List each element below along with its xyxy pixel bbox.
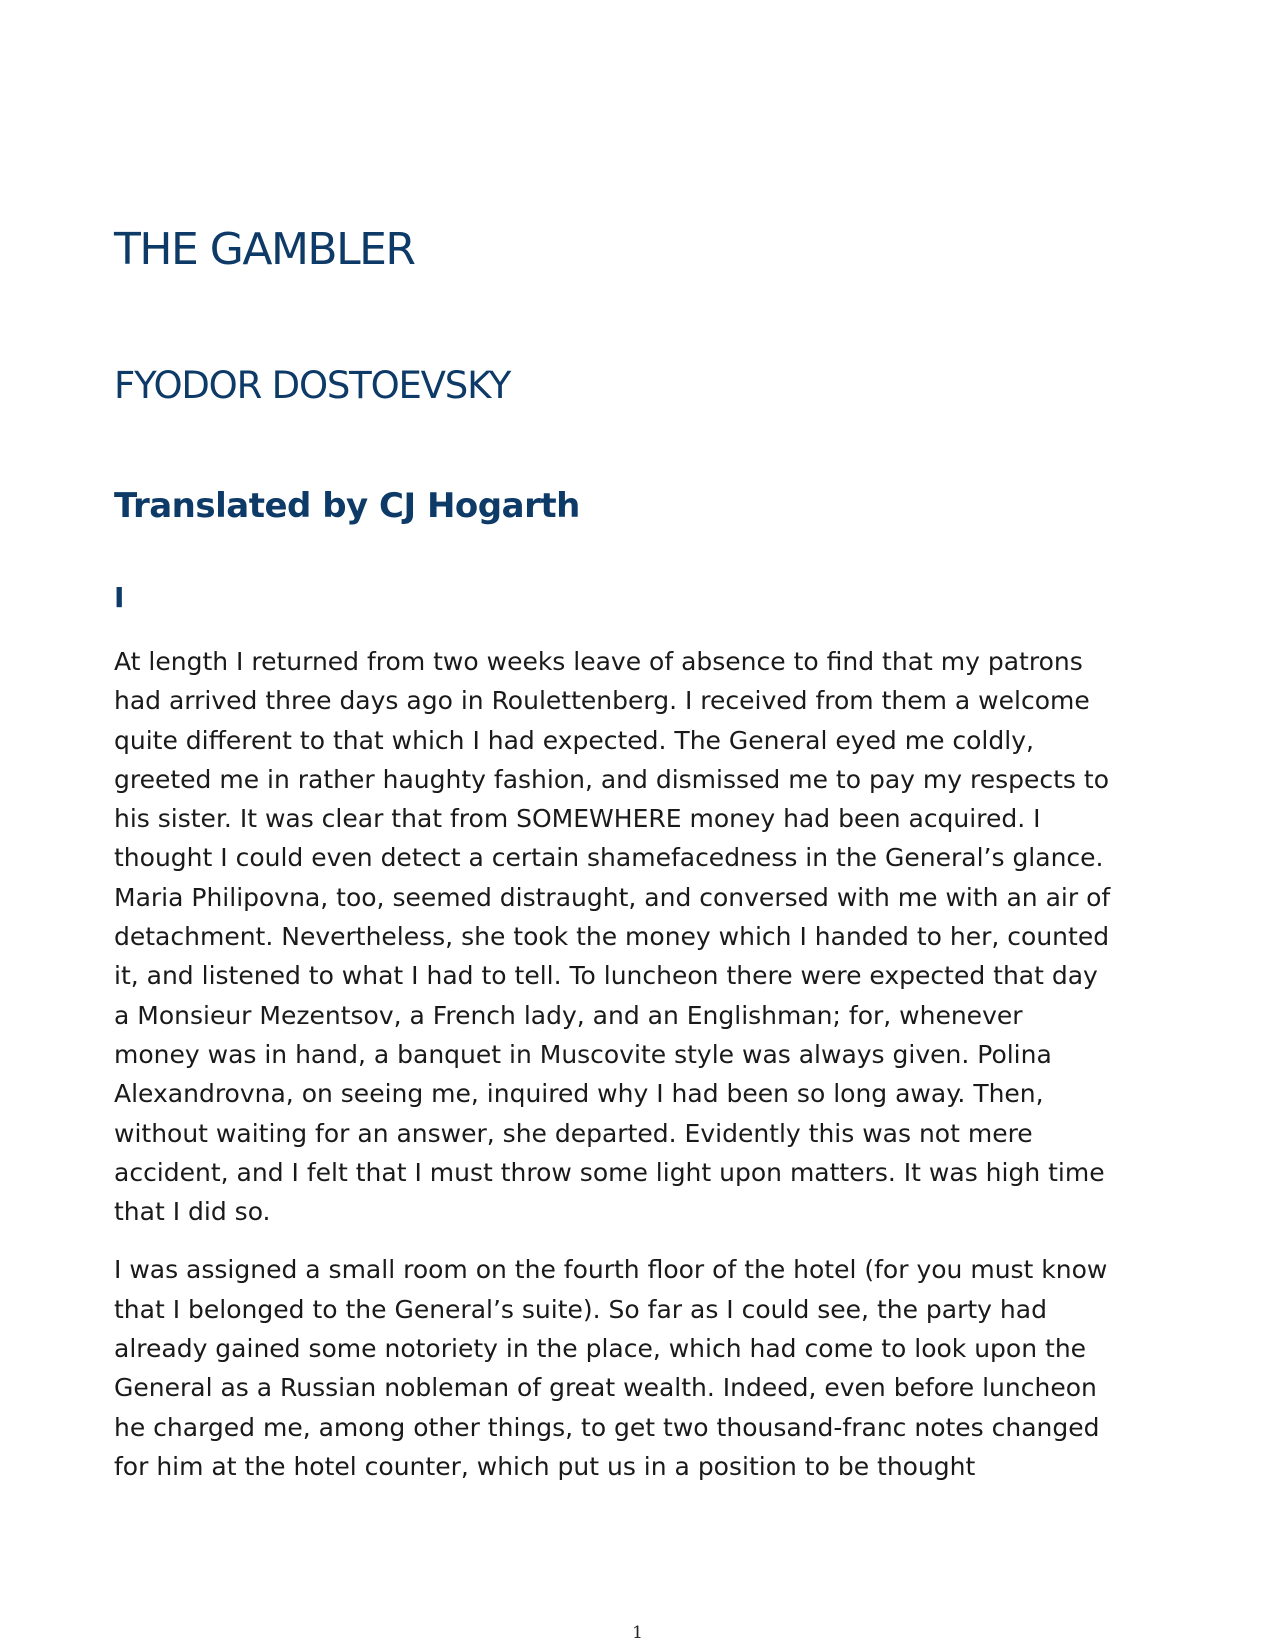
page-number: 1 [632,1623,643,1643]
translator-credit: Translated by CJ Hogarth [114,486,580,526]
chapter-heading: I [114,581,125,614]
chapter-body [114,642,1194,1505]
paragraph: At length I returned from two weeks leave of absence to find that my patrons had arrived three days ago in Roulettenberg. I received from them a welcome quite different to that which I had expected. The General eyed me coldly, greeted me in rather haughty fashion, and dismissed me to pay my respects to his sister. It was clear that from SOMEWHERE money had been acquired. I thought I could even detect a certain shamefacedness in the General’s glance. Maria Philipovna, too, seemed distraught, and conversed with me with an air of detachment. Nevertheless, she took the money which I handed to her, counted it, and listened to what I had to tell. To luncheon there were expected that day a Monsieur Mezentsov, a French lady, and an Englishman; for, whenever money was in hand, a banquet in Muscovite style was always given. Polina Alexandrovna, on seeing me, inquired why I had been so long away. Then, without waiting for an answer, she departed. Evidently this was not mere accident, and I felt that I must throw some light upon matters. It was high time that I did so. [114,647,1111,1227]
author-name: FYODOR DOSTOEVSKY [114,364,511,407]
paragraph: I was assigned a small room on the fourth floor of the hotel (for you must know that I belonged to the General’s suite). So far as I could see, the party had already gained some notoriety in the place, which had come to look upon the General as a Russian nobleman of great wealth. Indeed, even before luncheon he charged me, among other things, to get two thousand-franc notes changed for him at the hotel counter, which put us in a position to be thought [114,1255,1108,1481]
book-title: THE GAMBLER [114,224,415,275]
